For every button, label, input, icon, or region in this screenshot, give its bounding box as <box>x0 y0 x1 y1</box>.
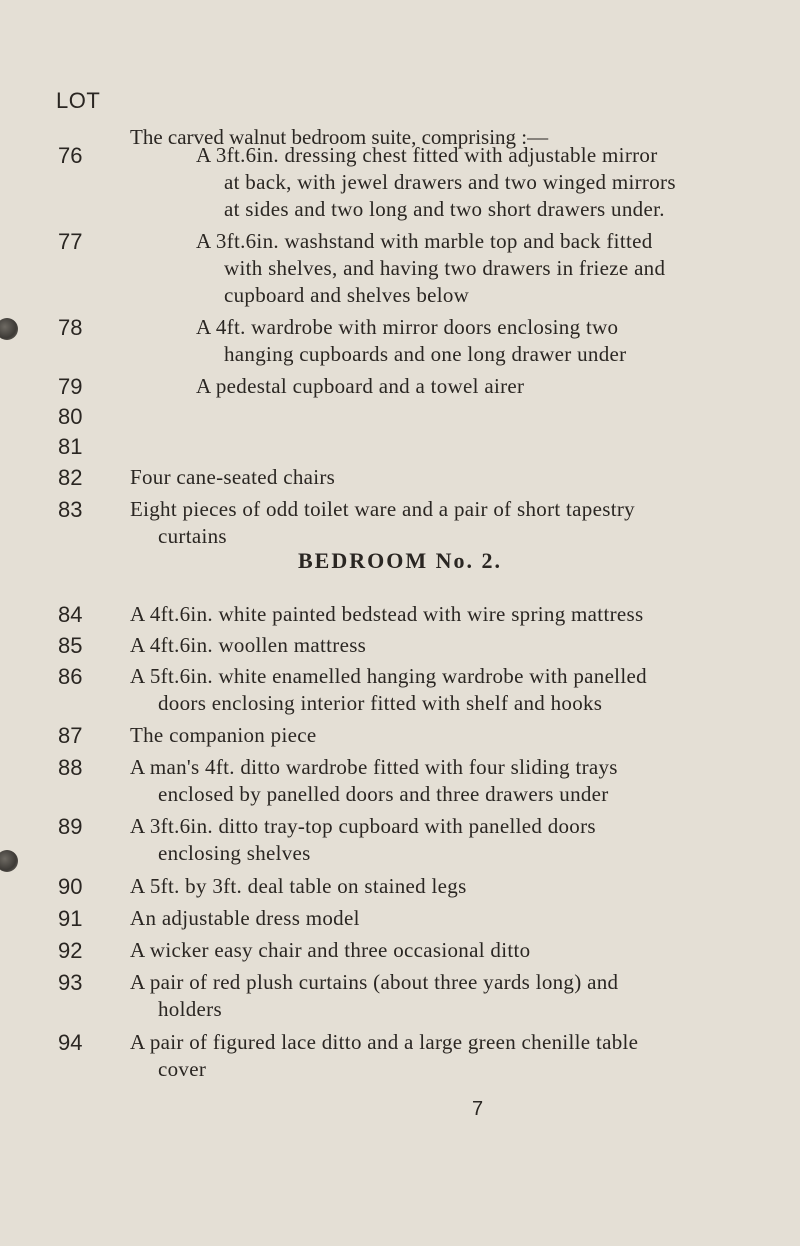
lot-description <box>130 722 316 749</box>
page-number: 7 <box>472 1098 484 1120</box>
section-heading: BEDROOM No. 2. <box>298 548 502 573</box>
lot-description <box>196 373 524 400</box>
lot-number: 83 <box>58 497 83 522</box>
lot-line: A 3ft.6in. dressing chest fitted with adjustable mirror <box>196 143 658 167</box>
lot-number: 92 <box>58 938 83 963</box>
lot-line: A 5ft. by 3ft. deal table on stained legs <box>130 874 467 898</box>
lot-line: hanging cupboards and one long drawer under <box>224 342 627 366</box>
lot-line: A pair of red plush curtains (about three yards long) and <box>130 970 619 994</box>
lot-line: A 4ft.6in. white painted bedstead with wire spring mattress <box>130 602 644 626</box>
lot-line: cupboard and shelves below <box>224 283 470 307</box>
lot-number: 84 <box>58 602 83 627</box>
lot-description <box>130 873 467 900</box>
lot-line: A 5ft.6in. white enamelled hanging wardrobe with panelled <box>130 664 647 688</box>
lot-line: A 4ft. wardrobe with mirror doors enclosing two <box>196 315 619 339</box>
lot-number: 77 <box>58 229 83 254</box>
lot-line: with shelves, and having two drawers in frieze and <box>224 256 666 280</box>
lot-description <box>130 937 530 964</box>
lot-number: 93 <box>58 970 83 995</box>
lot-description <box>130 969 618 1023</box>
lot-line: A 4ft.6in. woollen mattress <box>130 633 367 657</box>
lot-line: enclosing shelves <box>158 841 311 865</box>
lot-description <box>130 813 596 867</box>
lot-description <box>130 496 635 550</box>
lot-line: curtains <box>158 524 227 548</box>
lot-description <box>196 228 665 309</box>
lot-number: 86 <box>58 664 83 689</box>
lot-line: A wicker easy chair and three occasional ditto <box>130 938 531 962</box>
lot-line: Eight pieces of odd toilet ware and a pair of short tapestry <box>130 497 635 521</box>
lot-number: 80 <box>58 404 83 429</box>
lot-description <box>130 464 335 491</box>
lot-description <box>196 142 676 223</box>
lot-line: A man's 4ft. ditto wardrobe fitted with four sliding trays <box>130 755 618 779</box>
lot-description <box>130 905 360 932</box>
lot-description <box>196 314 626 368</box>
lot-line: holders <box>158 997 222 1021</box>
lot-line: An adjustable dress model <box>130 906 360 930</box>
lot-description <box>130 601 643 628</box>
lot-line: A pedestal cupboard and a towel airer <box>196 374 525 398</box>
lot-number: 89 <box>58 814 83 839</box>
lot-line: A 3ft.6in. ditto tray-top cupboard with panelled doors <box>130 814 596 838</box>
lot-number: 88 <box>58 755 83 780</box>
lot-number: 82 <box>58 465 83 490</box>
lot-column-heading: LOT <box>56 88 101 113</box>
lot-number: 76 <box>58 143 83 168</box>
lot-line: at sides and two long and two short drawers under. <box>224 197 665 221</box>
lot-line: A 3ft.6in. washstand with marble top and back fitted <box>196 229 653 253</box>
lot-number: 79 <box>58 374 83 399</box>
lot-number: 94 <box>58 1030 83 1055</box>
lot-number: 78 <box>58 315 83 340</box>
lot-line: cover <box>158 1057 207 1081</box>
lot-description <box>130 754 618 808</box>
lot-number: 87 <box>58 723 83 748</box>
lot-description <box>130 1029 638 1083</box>
lot-description <box>130 632 366 659</box>
lot-line: at back, with jewel drawers and two winged mirrors <box>224 170 676 194</box>
lot-number: 90 <box>58 874 83 899</box>
suite-heading: The carved walnut bedroom suite, comprising :— <box>130 125 549 149</box>
lot-number: 81 <box>58 434 83 459</box>
binding-hole <box>0 850 18 872</box>
lot-number: 91 <box>58 906 83 931</box>
binding-hole <box>0 318 18 340</box>
lot-line: doors enclosing interior fitted with shelf and hooks <box>158 691 603 715</box>
lot-line: enclosed by panelled doors and three drawers under <box>158 782 609 806</box>
lot-line: A pair of figured lace ditto and a large green chenille table <box>130 1030 639 1054</box>
lot-line: The companion piece <box>130 723 317 747</box>
lot-line: Four cane-seated chairs <box>130 465 336 489</box>
lot-number: 85 <box>58 633 83 658</box>
lot-description <box>130 663 647 717</box>
